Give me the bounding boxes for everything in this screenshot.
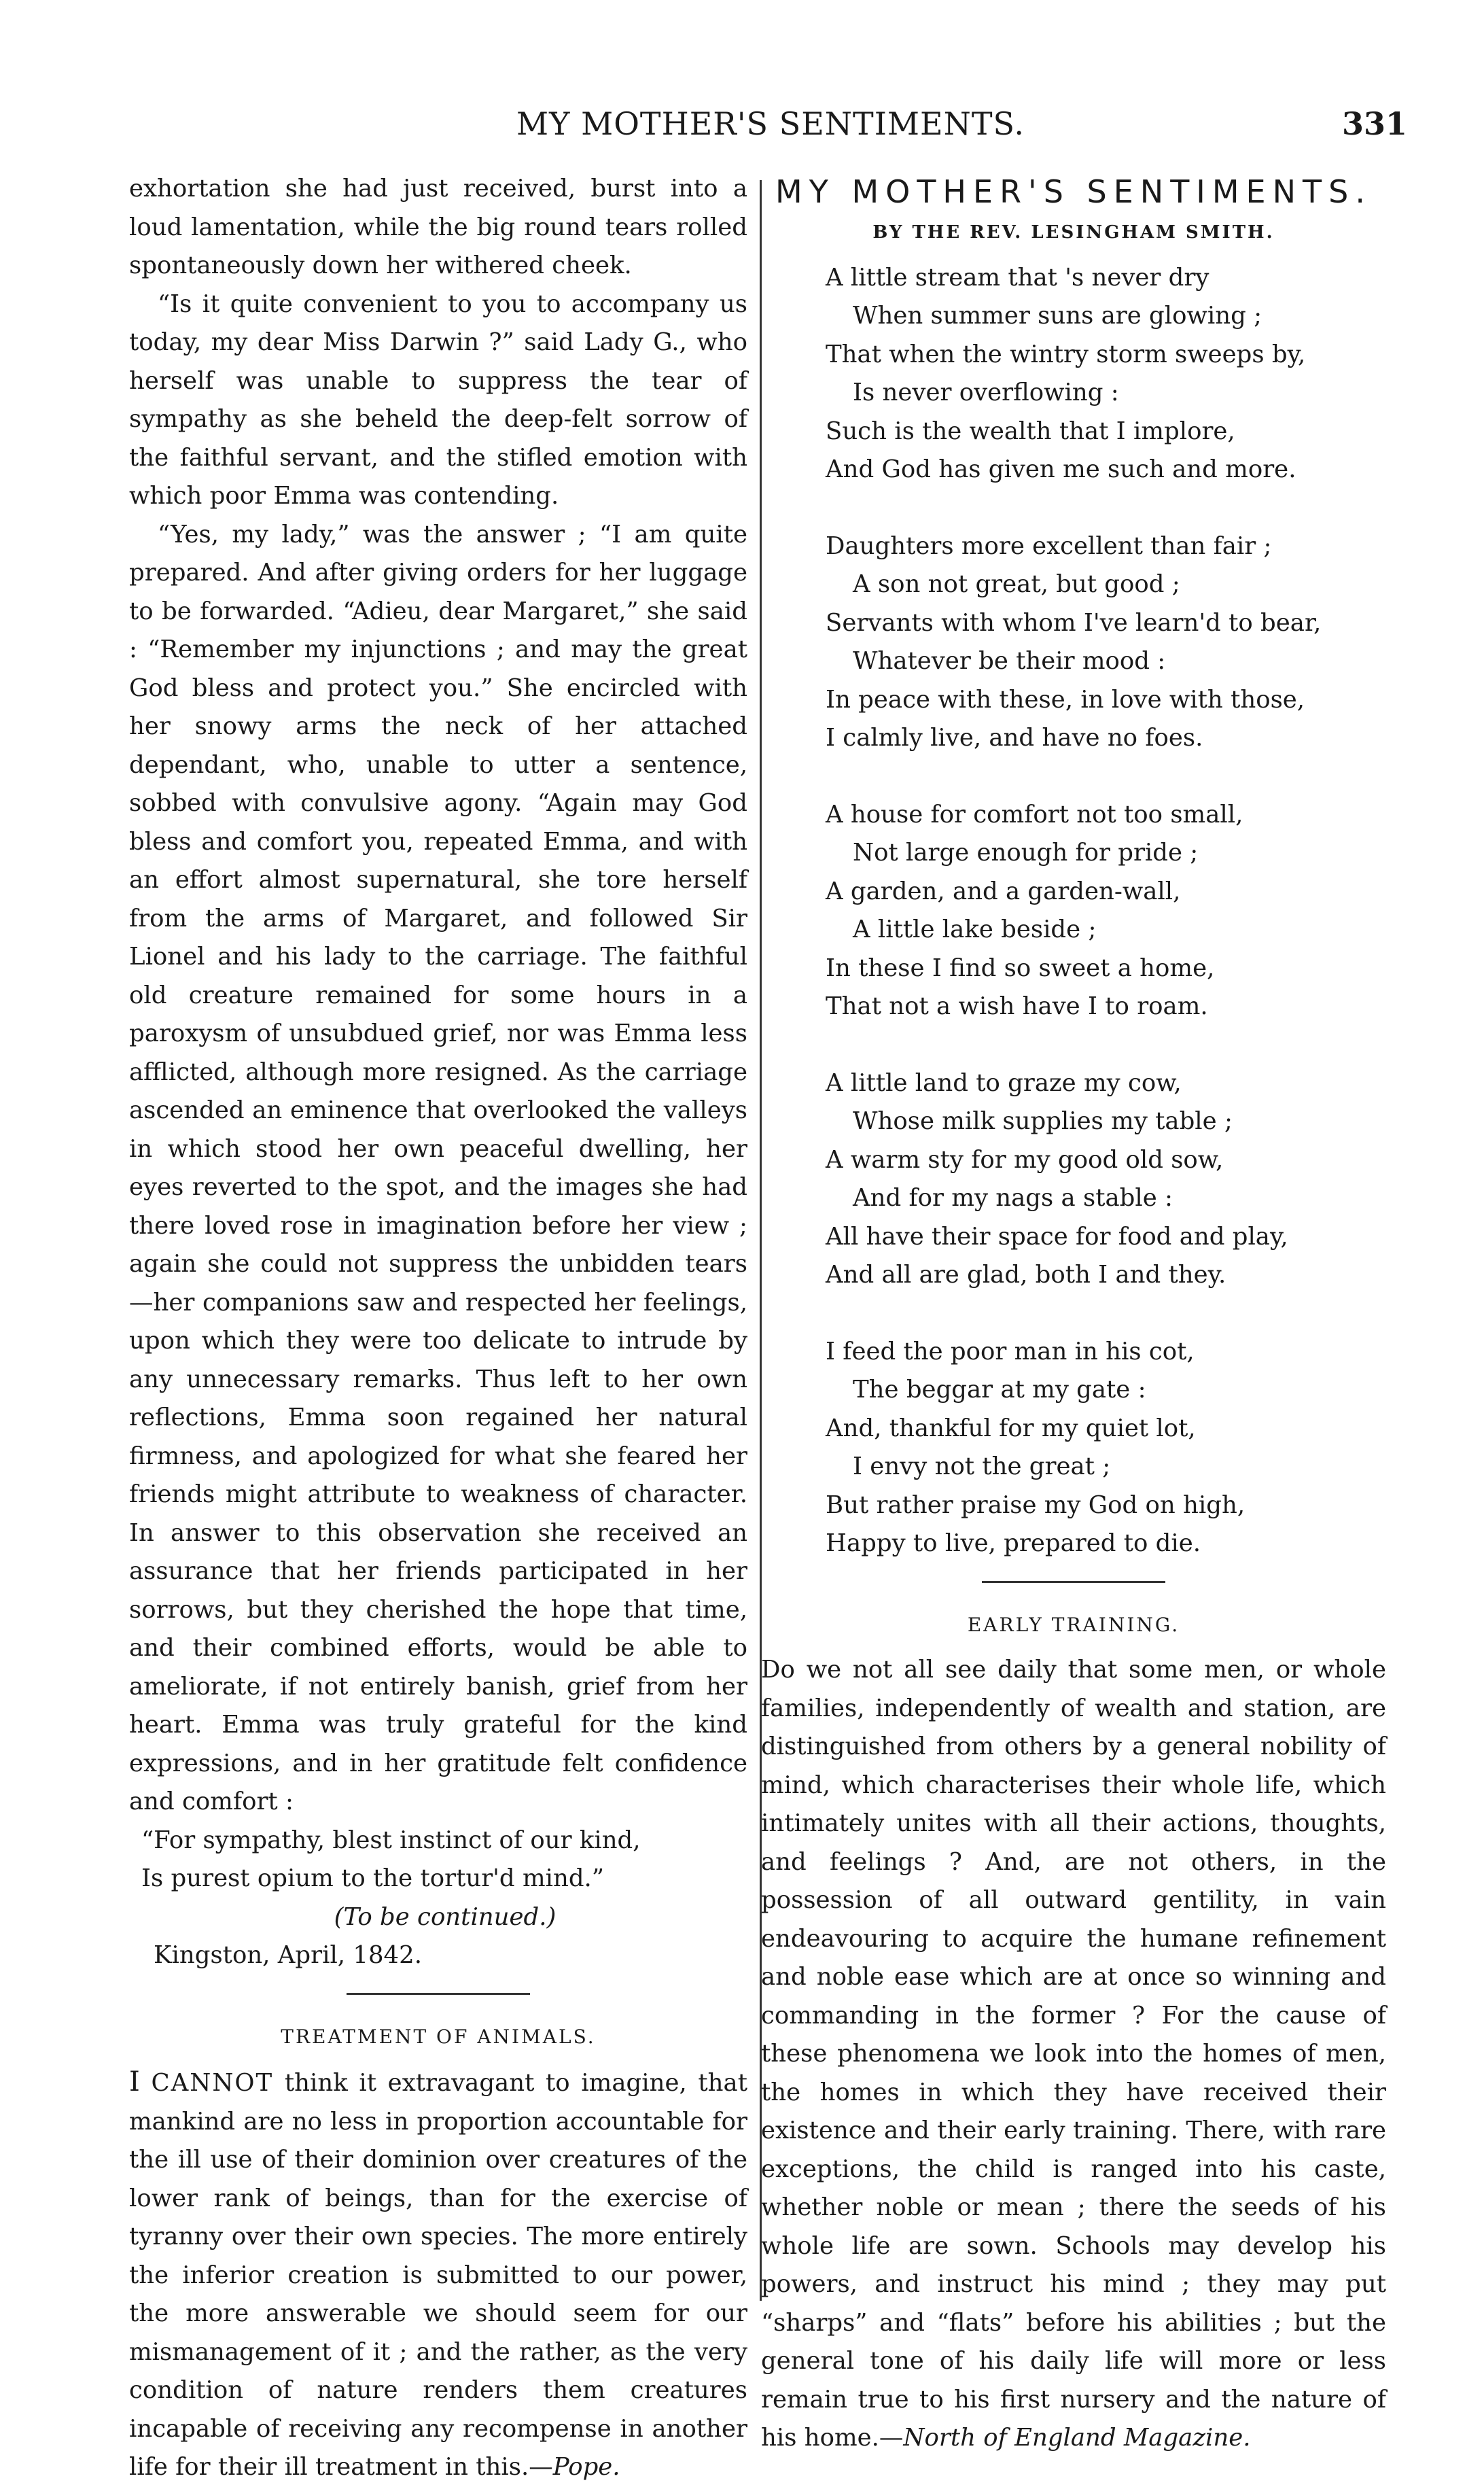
quote-line: “For sympathy, blest instinct of our kind, — [141, 1826, 641, 1854]
poem-line: Such is the wealth that I implore, — [826, 417, 1235, 445]
poem-stanza — [826, 796, 1386, 1026]
section-divider — [347, 1993, 530, 1995]
quote-line: Is purest opium to the tortur'd mind.” — [141, 1864, 604, 1892]
training-paragraph — [761, 1651, 1386, 2458]
poem-line: In peace with these, in love with those, — [826, 685, 1305, 714]
poem-line: Whatever be their mood : — [853, 647, 1166, 675]
poem-line: Servants with whom I've learn'd to bear, — [826, 608, 1322, 637]
poem-line: A little land to graze my cow, — [826, 1068, 1182, 1097]
poem-line: And God has given me such and more. — [826, 455, 1296, 483]
poem-line: When summer suns are glowing ; — [853, 302, 1262, 330]
poem-line: A son not great, but good ; — [853, 570, 1180, 598]
poem-line: A little lake beside ; — [853, 916, 1097, 943]
poem-line: A house for comfort not too small, — [826, 800, 1243, 829]
left-column — [129, 170, 747, 2487]
poem-line: A little stream that 's never dry — [826, 263, 1209, 292]
to-be-continued: (To be continued.) — [334, 1902, 556, 1931]
page-number: 331 — [1342, 105, 1408, 142]
animals-text: think it extravagant to imagine, that mankind are no less in proportion accountable for the ill use of their dominion over creatures of the lower rank of beings, than for the exercise of tyranny over their own species. The more entirely the inferior creation is submitted to our power, the more answerable we should seem for our mismanagement of it ; and the rather, as the very condition of nature renders them creatures incapable of receiving any recompense in another life for their ill treatment in this.— — [129, 2069, 747, 2481]
story-paragraph: “Is it quite convenient to you to accompany us today, my dear Miss Darwin ?” said Lady G., who herself was unable to suppress the tear of sympathy as she beheld the deep-felt sorrow of the faithful servant, and the stifled emotion with which poor Emma was contending. — [129, 290, 747, 510]
poem-line: A warm sty for my good old sow, — [826, 1145, 1224, 1174]
poem-line: That not a wish have I to roam. — [826, 992, 1208, 1020]
animals-heading: TREATMENT OF ANIMALS. — [281, 2025, 596, 2048]
poem-line: Daughters more excellent than fair ; — [826, 532, 1272, 560]
poem-stanza — [826, 259, 1386, 489]
poem-title: MY MOTHER'S SENTIMENTS. — [775, 173, 1372, 210]
poem-line: But rather praise my God on high, — [826, 1491, 1246, 1519]
poem-line: Happy to live, prepared to die. — [826, 1529, 1201, 1557]
lead-word: CANNOT — [151, 2069, 274, 2097]
poem-line: The beggar at my gate : — [853, 1376, 1146, 1404]
poem-stanza — [826, 527, 1386, 758]
poem-line: Not large enough for pride ; — [853, 839, 1199, 867]
poem-line: Is never overflowing : — [853, 379, 1119, 406]
right-column — [761, 170, 1386, 2458]
training-source: North of England Magazine. — [903, 2424, 1251, 2452]
poem-line: Whose milk supplies my table ; — [853, 1107, 1233, 1135]
animals-author: Pope. — [552, 2453, 620, 2481]
section-divider — [982, 1581, 1165, 1583]
verse-quote — [129, 1822, 747, 1898]
poem-line: All have their space for food and play, — [826, 1222, 1288, 1251]
poem-stanza — [826, 1064, 1386, 1295]
training-heading: EARLY TRAINING. — [967, 1613, 1180, 1636]
poem-line: And all are glad, both I and they. — [826, 1261, 1226, 1289]
poem-byline: BY THE REV. LESINGHAM SMITH. — [872, 222, 1275, 243]
poem-line: I feed the poor man in his cot, — [826, 1337, 1195, 1366]
animals-paragraph — [129, 2063, 747, 2487]
poem-line: I calmly live, and have no foes. — [826, 724, 1203, 752]
drop-cap: I — [129, 2066, 140, 2098]
poem-line: In these I find so sweet a home, — [826, 954, 1215, 982]
running-title: MY MOTHER'S SENTIMENTS. — [516, 105, 1025, 142]
poem-line: A garden, and a garden-wall, — [826, 877, 1181, 905]
signoff-place-date: Kingston, April, 1842. — [154, 1941, 422, 1969]
poem-stanza — [826, 1333, 1386, 1563]
poem-line: And for my nags a stable : — [853, 1184, 1173, 1212]
poem-line: I envy not the great ; — [853, 1453, 1111, 1480]
story-paragraph: “Yes, my lady,” was the answer ; “I am quite prepared. And after giving orders for her luggage to be forwarded. “Adieu, dear Margaret,” she said : “Remember my injunctions ; and may the great God bless and protect you.” She encircled with her snowy arms the neck of her attached dependant, who, unable to utter a sentence, sobbed with convulsive agony. “Again may God bless and comfort you, repeated Emma, and with an effort almost supernatural, she tore herself from the arms of Margaret, and followed Sir Lionel and his lady to the carriage. The faithful old creature remained for some hours in a paroxysm of unsubdued grief, nor was Emma less afflicted, although more resigned. As the carriage ascended an eminence that overlooked the valleys in which stood her own peaceful dwelling, her eyes reverted to the spot, and the images she had there loved rose in imagination before her view ; again she could not suppress the unbidden tears—her companions saw and respected her feelings, upon which they were too delicate to intrude by any unnecessary remarks. Thus left to her own reflections, Emma soon regained her natural firmness, and apologized for what she feared her friends might attribute to weakness of character. In answer to this observation she received an assurance that her friends participated in her sorrows, but they cherished the hope that time, and their combined efforts, would be able to ameliorate, if not entirely banish, grief from her heart. Emma was truly grateful for the kind expressions, and in her gratitude felt confidence and comfort : — [129, 520, 747, 1815]
poem-line: And, thankful for my quiet lot, — [826, 1414, 1196, 1442]
training-text: Do we not all see daily that some men, or whole families, independently of wealth and station, are distinguished from others by a general nobility of mind, which characterises their whole life, which intimately unites with all their actions, thoughts, and feelings ? And, are not others, in the possession of all outward gentility, in vain endeavouring to acquire the humane refinement and noble ease which are at once so winning and commanding in the former ? For the cause of these phenomena we look into the homes of men, the homes in which they have received their existence and their early training. There, with rare exceptions, the child is ranged into his caste, whether noble or mean ; there the seeds of his whole life are sown. Schools may develop his powers, and instruct his mind ; they may put “sharps” and “flats” before his abilities ; but the general tone of his daily life will more or less remain true to his first nursery and the nature of his home.— — [761, 1656, 1386, 2452]
poem-line: That when the wintry storm sweeps by, — [826, 340, 1306, 368]
story-paragraph: exhortation she had just received, burst into a loud lamentation, while the big round tears rolled spontaneously down her withered cheek. — [129, 175, 747, 279]
